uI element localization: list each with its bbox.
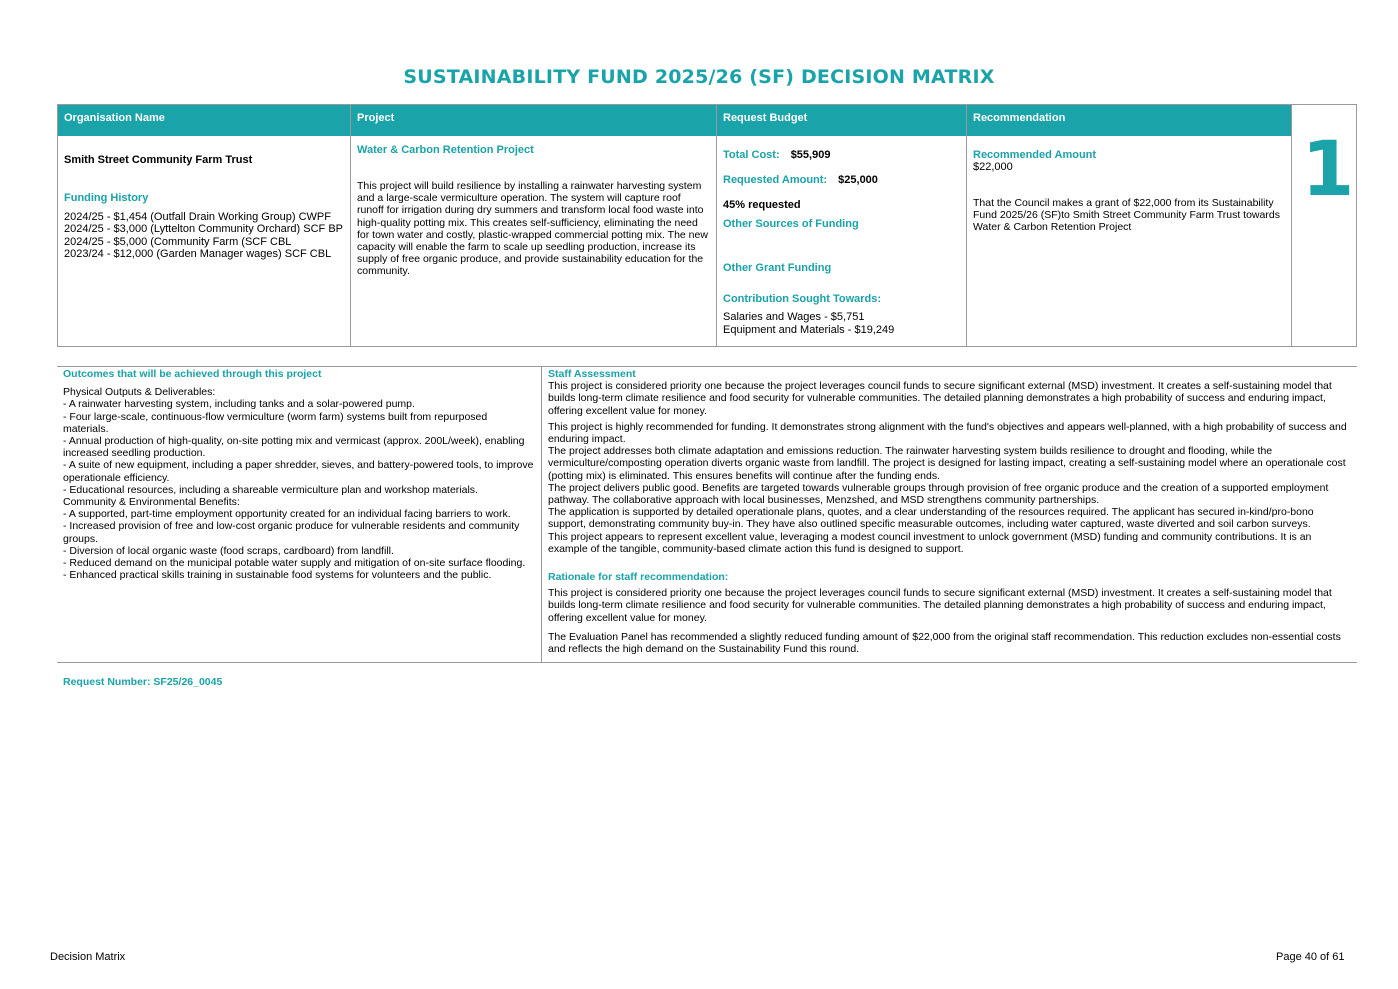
funding-history-item: 2024/25 - $1,454 (Outfall Drain Working Group) CWPF <box>64 211 331 223</box>
budget-column <box>717 105 967 346</box>
other-sources-label: Other Sources of Funding <box>723 218 859 230</box>
outcome-line: - Diversion of local organic waste (food scraps, cardboard) from landfill. <box>63 544 394 557</box>
rationale-paragraph: The Evaluation Panel has recommended a slightly reduced funding amount of $22,000 from the original staff recommendation. This reduction excludes non-essential costs and reflects the high demand on the Sustainability Fund this round. <box>548 630 1341 656</box>
outcome-line: - Annual production of high-quality, on-site potting mix and vermicast (approx. 200L/week), enabling increased seedling production. <box>63 435 525 460</box>
contribution-item: Equipment and Materials - $19,249 <box>723 323 895 336</box>
requested-amount-row <box>723 174 878 187</box>
staff-assessment-paragraph: This project is highly recommended for funding. It demonstrates strong alignment with the fund's objectives and appears well-planned, with a high probability of success and enduring impact. <box>548 420 1347 446</box>
project-description: This project will build resilience by installing a rainwater harvesting system and a large-scale vermiculture operation. The system will capture roof runoff for irrigation during dry summers and transform local food waste into high-quality potting mix. This creates self-sufficiency, eliminating the need for town water and costly, plastic-wrapped commercial potting mix. The new capacity will enable the farm to scale up seedling production, increase its supply of free organic produce, and provide sustainability education for the community. <box>357 180 708 278</box>
recommendation-text: That the Council makes a grant of $22,000 from its Sustainability Fund 2025/26 (SF)to Smith Street Community Farm Trust towards Water & Carbon Retention Project <box>973 197 1280 234</box>
funding-history-label: Funding History <box>64 192 149 204</box>
organisation-column <box>58 105 351 346</box>
staff-assessment-heading: Staff Assessment <box>548 368 636 380</box>
total-cost-label: Total Cost: <box>723 149 780 161</box>
outcome-line: - Reduced demand on the municipal potable water supply and mitigation of on-site surface flooding. <box>63 557 526 570</box>
funding-history-item: 2024/25 - $5,000 (Community Farm (SCF CBL <box>64 235 292 248</box>
outcomes-panel <box>63 368 535 581</box>
outcomes-heading: Outcomes that will be achieved through this project <box>63 368 322 380</box>
recommendation-header: Recommendation <box>967 105 1291 136</box>
contribution-item: Salaries and Wages - $5,751 <box>723 311 865 323</box>
recommended-amount-label: Recommended Amount <box>973 149 1097 161</box>
other-grant-label: Other Grant Funding <box>723 262 832 274</box>
contribution-label: Contribution Sought Towards: <box>723 293 882 305</box>
recommended-amount-value: $22,000 <box>973 161 1013 173</box>
organisation-header: Organisation Name <box>58 105 350 136</box>
staff-assessment-paragraph: This project appears to represent excellent value, leveraging a modest council investment to unlock government (MSD) funding and community contributions. It is an example of the tangible, community-based climate action this fund is designed to support. <box>548 530 1312 555</box>
priority-number: 1 <box>1301 124 1355 213</box>
outcome-line: - Enhanced practical skills training in sustainable food systems for volunteers and the public. <box>63 569 492 582</box>
requested-amount-value: $25,000 <box>838 174 878 186</box>
section-divider <box>541 367 542 662</box>
staff-assessment-panel <box>548 368 1352 655</box>
total-cost-row <box>723 149 830 162</box>
percent-requested: 45% requested <box>723 199 801 211</box>
footer-document-name: Decision Matrix <box>50 951 126 963</box>
rationale-heading: Rationale for staff recommendation: <box>548 571 729 584</box>
project-header: Project <box>351 105 716 136</box>
request-number: Request Number: SF25/26_0045 <box>63 676 223 688</box>
contribution-list <box>723 311 894 336</box>
staff-assessment-paragraph: The project addresses both climate adaptation and emissions reduction. The rainwater harvesting system builds resilience to drought and flooding, while the vermiculture/composting operation diverts organic waste from landfill. The project is designed for lasting impact, creating a self-sustaining model where an operationale cost (potting mix) is eliminated. This ensures benefits will continue after the funding ends. <box>548 445 1346 482</box>
staff-assessment-paragraph: The application is supported by detailed operationale plans, quotes, and a clear understanding of the resources required. The applicant has secured in-kind/pro-bono support, demonstrating community buy-in. They have also outlined specific measurable outcomes, including water captured, waste diverted and soil carbon surveys. <box>548 506 1314 531</box>
funding-history-item: 2023/24 - $12,000 (Garden Manager wages) SCF CBL <box>64 247 332 260</box>
budget-header: Request Budget <box>717 105 966 136</box>
total-cost-value: $55,909 <box>790 149 831 161</box>
funding-history-list <box>64 211 348 260</box>
outcome-line: Physical Outputs & Deliverables: <box>63 386 216 399</box>
organisation-name: Smith Street Community Farm Trust <box>64 154 253 166</box>
recommendation-column <box>967 105 1292 346</box>
funding-history-item: 2024/25 - $3,000 (Lyttelton Community Orchard) SCF BP <box>64 223 343 236</box>
outcome-line: - A suite of new equipment, including a paper shredder, sieves, and battery-powered tools, to improve operationale efficiency. <box>63 459 534 484</box>
outcome-line: - A supported, part-time employment opportunity created for an individual facing barriers to work. <box>63 508 511 521</box>
project-column <box>351 105 717 346</box>
staff-assessment-paragraph: This project is considered priority one because the project leverages council funds to secure significant external (MSD) investment. It creates a self-sustaining model that builds long-term climate resilience and food security for vulnerable communities. The detailed planning demonstrates a high probability of success and enduring impact, offering excellent value for money. <box>548 380 1332 417</box>
requested-amount-label: Requested Amount: <box>723 174 828 186</box>
assessment-section <box>57 366 1357 663</box>
outcome-line: - Educational resources, including a shareable vermiculture plan and workshop materials. <box>63 483 478 496</box>
project-name: Water & Carbon Retention Project <box>357 144 534 156</box>
footer-page-number: Page 40 of 61 <box>1276 951 1345 963</box>
decision-matrix-table <box>57 104 1357 347</box>
outcome-line: - Four large-scale, continuous-flow vermiculture (worm farm) systems built from repurposed materials. <box>63 410 488 435</box>
page-title: SUSTAINABILITY FUND 2025/26 (SF) DECISION MATRIX <box>403 66 995 88</box>
outcome-line: Community & Environmental Benefits: <box>63 496 240 509</box>
outcome-line: - Increased provision of free and low-cost organic produce for vulnerable residents and community groups. <box>63 520 520 545</box>
staff-assessment-paragraph: The project delivers public good. Benefits are targeted towards vulnerable groups through provision of free organic produce and the creation of a supported employment pathway. The collaborative approach with local businesses, Menzshed, and MSD strengthens community partnerships. <box>548 481 1329 507</box>
outcome-line: - A rainwater harvesting system, including tanks and a solar-powered pump. <box>63 398 415 411</box>
rationale-paragraph: This project is considered priority one because the project leverages council funds to secure significant external (MSD) investment. It creates a self-sustaining model that builds long-term climate resilience and food security for vulnerable communities. The detailed planning demonstrates a high probability of success and enduring impact, offering excellent value for money. <box>548 587 1332 624</box>
